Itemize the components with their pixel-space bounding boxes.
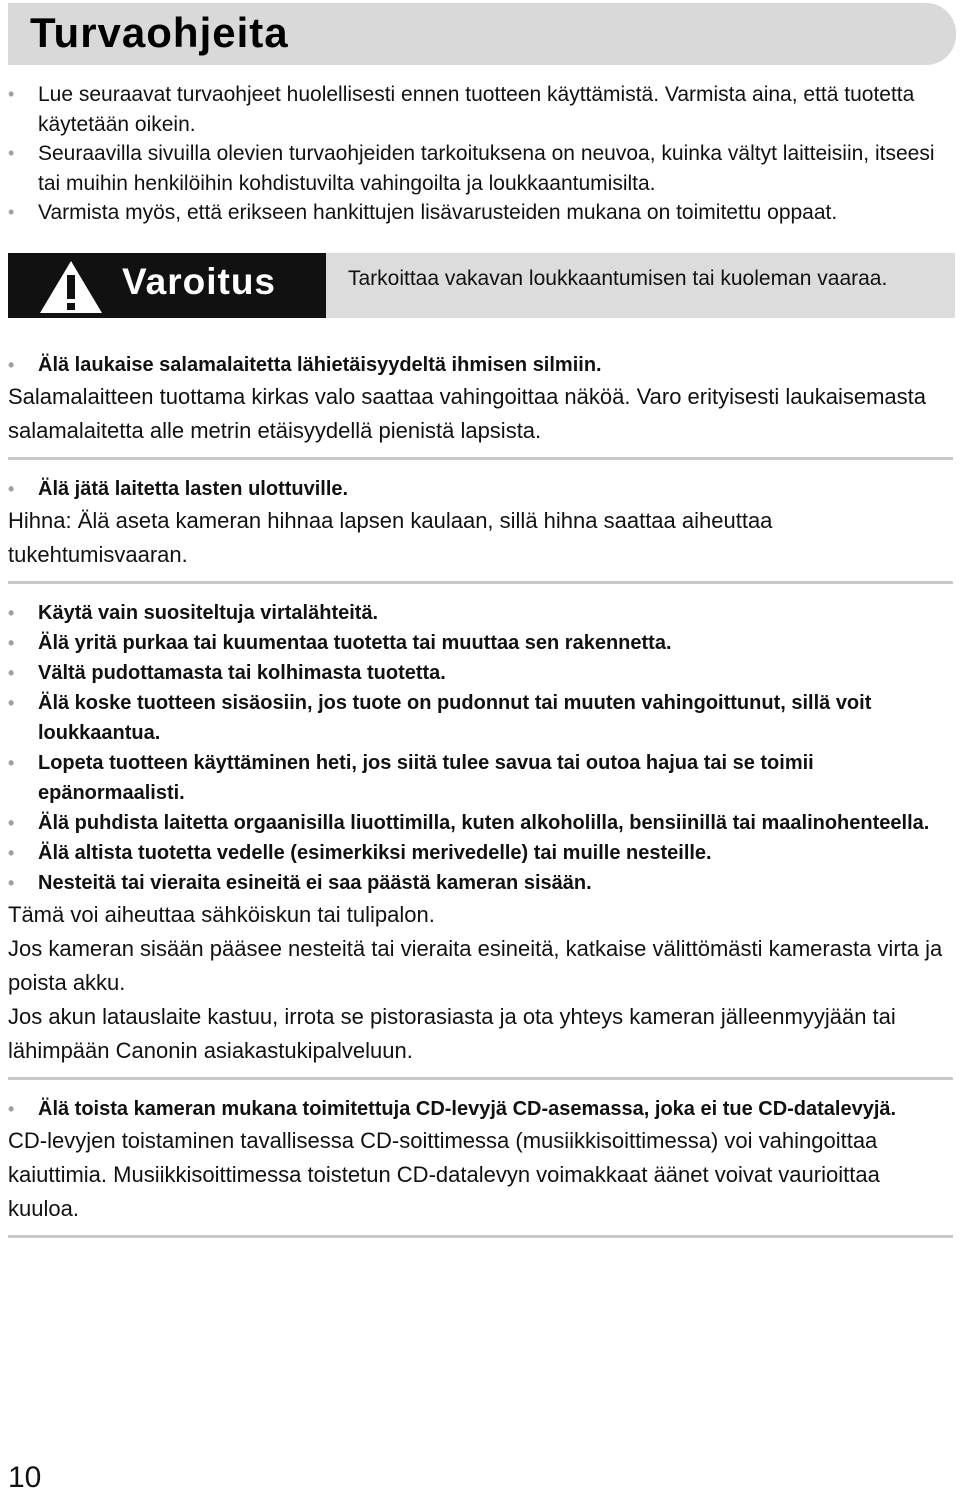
warning-banner xyxy=(8,253,955,318)
bold-item: • Älä toista kameran mukana toimitettuja CD-levyjä CD-asemassa, joka ei tue CD-datalevyjä. xyxy=(8,1094,953,1124)
title-bar xyxy=(8,3,956,65)
bold-item: • Älä laukaise salamalaitetta lähietäisyydeltä ihmisen silmiin. xyxy=(8,350,953,380)
warning-label: Varoitus xyxy=(122,261,276,302)
bullet-icon: • xyxy=(8,843,15,863)
bullet-icon: • xyxy=(8,84,15,104)
safety-section xyxy=(8,474,953,584)
paragraph: Tämä voi aiheuttaa sähköiskun tai tulipalon. xyxy=(8,902,435,927)
bullet-icon: • xyxy=(8,663,15,683)
intro-item: • Lue seuraavat turvaohjeet huolellisesti ennen tuotteen käyttämistä. Varmista aina, että tuotetta käytetään oikein. xyxy=(8,80,953,139)
bold-item: • Älä altista tuotetta vedelle (esimerkiksi merivedelle) tai muille nesteille. xyxy=(8,838,953,868)
safety-section xyxy=(8,1094,953,1238)
paragraph: Salamalaitteen tuottama kirkas valo saattaa vahingoittaa näköä. Varo erityisesti laukaisemasta salamalaitetta alle metrin etäisyydellä pienistä lapsista. xyxy=(8,384,926,443)
safety-content xyxy=(8,350,953,1252)
bullet-icon: • xyxy=(8,603,15,623)
warning-label-box xyxy=(8,253,326,318)
bullet-icon: • xyxy=(8,873,15,893)
bullet-icon: • xyxy=(8,693,15,713)
bullet-icon: • xyxy=(8,202,15,222)
intro-item: • Varmista myös, että erikseen hankittujen lisävarusteiden mukana on toimitettu oppaat. xyxy=(8,198,953,228)
bold-item: • Lopeta tuotteen käyttäminen heti, jos siitä tulee savua tai outoa hajua tai se toimii epänormaalisti. xyxy=(8,748,953,808)
paragraph: Hihna: Älä aseta kameran hihnaa lapsen kaulaan, sillä hihna saattaa aiheuttaa tukehtumisvaaran. xyxy=(8,508,773,567)
intro-item: • Seuraavilla sivuilla olevien turvaohjeiden tarkoituksena on neuvoa, kuinka vältyt laitteisiin, itseesi tai muihin henkilöihin kohdistuvilta vahingoilta ja loukkaantumisilta. xyxy=(8,139,953,198)
safety-section xyxy=(8,598,953,1080)
bold-item: • Älä jätä laitetta lasten ulottuville. xyxy=(8,474,953,504)
warning-description: Tarkoittaa vakavan loukkaantumisen tai kuoleman vaaraa. xyxy=(348,267,888,290)
bullet-icon: • xyxy=(8,633,15,653)
bold-item: • Älä koske tuotteen sisäosiin, jos tuote on pudonnut tai muuten vahingoittunut, sillä voit loukkaantua. xyxy=(8,688,953,748)
bullet-icon: • xyxy=(8,753,15,773)
bold-item: • Älä puhdista laitetta orgaanisilla liuottimilla, kuten alkoholilla, bensiinillä tai maalinohenteella. xyxy=(8,808,953,838)
safety-section xyxy=(8,350,953,460)
bold-item: • Älä yritä purkaa tai kuumentaa tuotetta tai muuttaa sen rakennetta. xyxy=(8,628,953,658)
bold-item: • Vältä pudottamasta tai kolhimasta tuotetta. xyxy=(8,658,953,688)
bullet-icon: • xyxy=(8,813,15,833)
page-number: 10 xyxy=(8,1461,42,1494)
bullet-icon: • xyxy=(8,1099,15,1119)
warning-description-box xyxy=(326,253,955,318)
bullet-icon: • xyxy=(8,479,15,499)
page-title: Turvaohjeita xyxy=(30,9,289,56)
paragraph: CD-levyjen toistaminen tavallisessa CD-soittimessa (musiikkisoittimessa) voi vahingoittaa kaiuttimia. Musiikkisoittimessa toistetun CD-datalevyn voimakkaat äänet voivat vaurioittaa kuuloa. xyxy=(8,1128,880,1221)
intro-list xyxy=(8,80,953,228)
paragraph: Jos akun latauslaite kastuu, irrota se pistorasiasta ja ota yhteys kameran jälleenmyyjään tai lähimpään Canonin asiakastukipalveluun. xyxy=(8,1004,896,1063)
bullet-icon: • xyxy=(8,143,15,163)
bullet-icon: • xyxy=(8,355,15,375)
warning-triangle-icon xyxy=(38,259,104,315)
bold-item: • Nesteitä tai vieraita esineitä ei saa päästä kameran sisään. xyxy=(8,868,953,898)
bold-item: • Käytä vain suositeltuja virtalähteitä. xyxy=(8,598,953,628)
paragraph: Jos kameran sisään pääsee nesteitä tai vieraita esineitä, katkaise välittömästi kamerasta virta ja poista akku. xyxy=(8,936,943,995)
